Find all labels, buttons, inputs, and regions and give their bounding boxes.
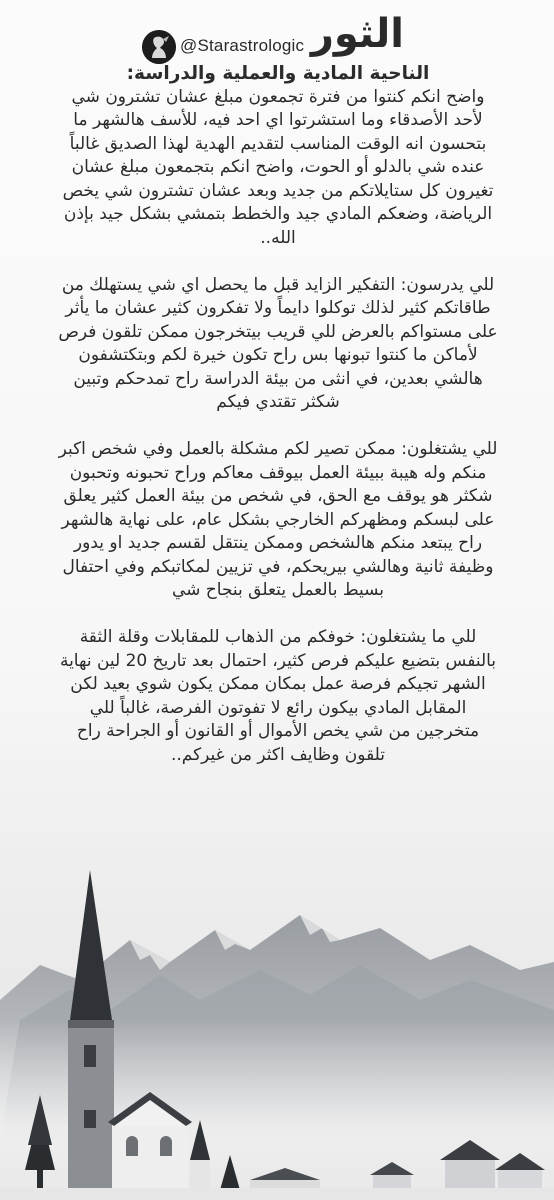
paragraph-workers: للي يشتغلون: ممكن تصير لكم مشكلة بالعمل وفي شخص اكبر منكم وله هيبة ببيئة العمل بيوقف معاكم وراح تحبونه وتحبون شكثر هو يوقف مع الحق، في شخص من بيئة العمل كثير يعلق على لبسكم ومظهركم الخارجي بشكل عام، على نهاية هالشهر راح يبتعد منكم هالشخص وممكن ينتقل لقسم جديد او يدور وظيفة ثانية وهالشي بيريحكم، في تزيين لمكاتبكم وفي احتفال بسيط بالعمل يتعلق بنجاح شي: [58, 439, 498, 600]
church-spire: [70, 870, 112, 1020]
section-heading: الناحية المادية والعملية والدراسة:: [126, 63, 430, 84]
zodiac-figure-icon: [142, 30, 176, 64]
paragraph-students: للي يدرسون: التفكير الزايد قبل ما يحصل اي شي يستهلك من طاقاتكم كثير لذلك توكلوا دايماً ولا تفكرون كثير عشان ما يأثر على مستواكم بالعرض للي قريب بيتخرجون ممكن تلقون فرص لأماكن ما كنتوا تبونها بس راح تكون خيرة لكم وبتكتشفون هالشي بعدين، في انثى من بيئة الدراسة راح تمدحكم وتبين شكثر تقتدي فيكم: [58, 274, 498, 412]
paragraph-unemployed: للي ما يشتغلون: خوفكم من الذهاب للمقابلات وقلة الثقة بالنفس بتضيع عليكم فرص كثير، احتمال بعد تاريخ 20 لين نهاية الشهر تجيكم فرصة عمل بمكان ممكن يكون شوي بعيد لكن المقابل المادي بيكون رائع لا تفوتون الفرصة، غالباً للي متخرجين من شي يخص الأموال أو القانون أو الجراحة راح تلقون وظايف اكثر من غيركم..: [59, 627, 497, 765]
avatar: [142, 30, 176, 64]
paragraph-general: واضح انكم كنتوا من فترة تجمعون مبلغ عشان تشترون شي لأحد الأصدقاء وما استشرتوا اي احد فيه، للأسف هالشهر ما بتحسون انه الوقت المناسب لتقديم الهدية لهذا الصديق غالباً عنده شي بالدلو أو الحوت، واضح انكم بتجمعون مبلغ عشان تغيرون كل ستايلاتكم من جديد وبعد عشان تشترون شي يخص الرياضة، وضعكم المادي جيد والخطط بتمشي بشكل جيد بإذن الله..: [62, 86, 494, 248]
header: [0, 6, 554, 70]
winter-church-illustration: [0, 870, 554, 1200]
account-handle: @Starastrologic: [180, 36, 305, 55]
horoscope-text: [58, 62, 498, 791]
page-title: الثور: [310, 11, 404, 57]
